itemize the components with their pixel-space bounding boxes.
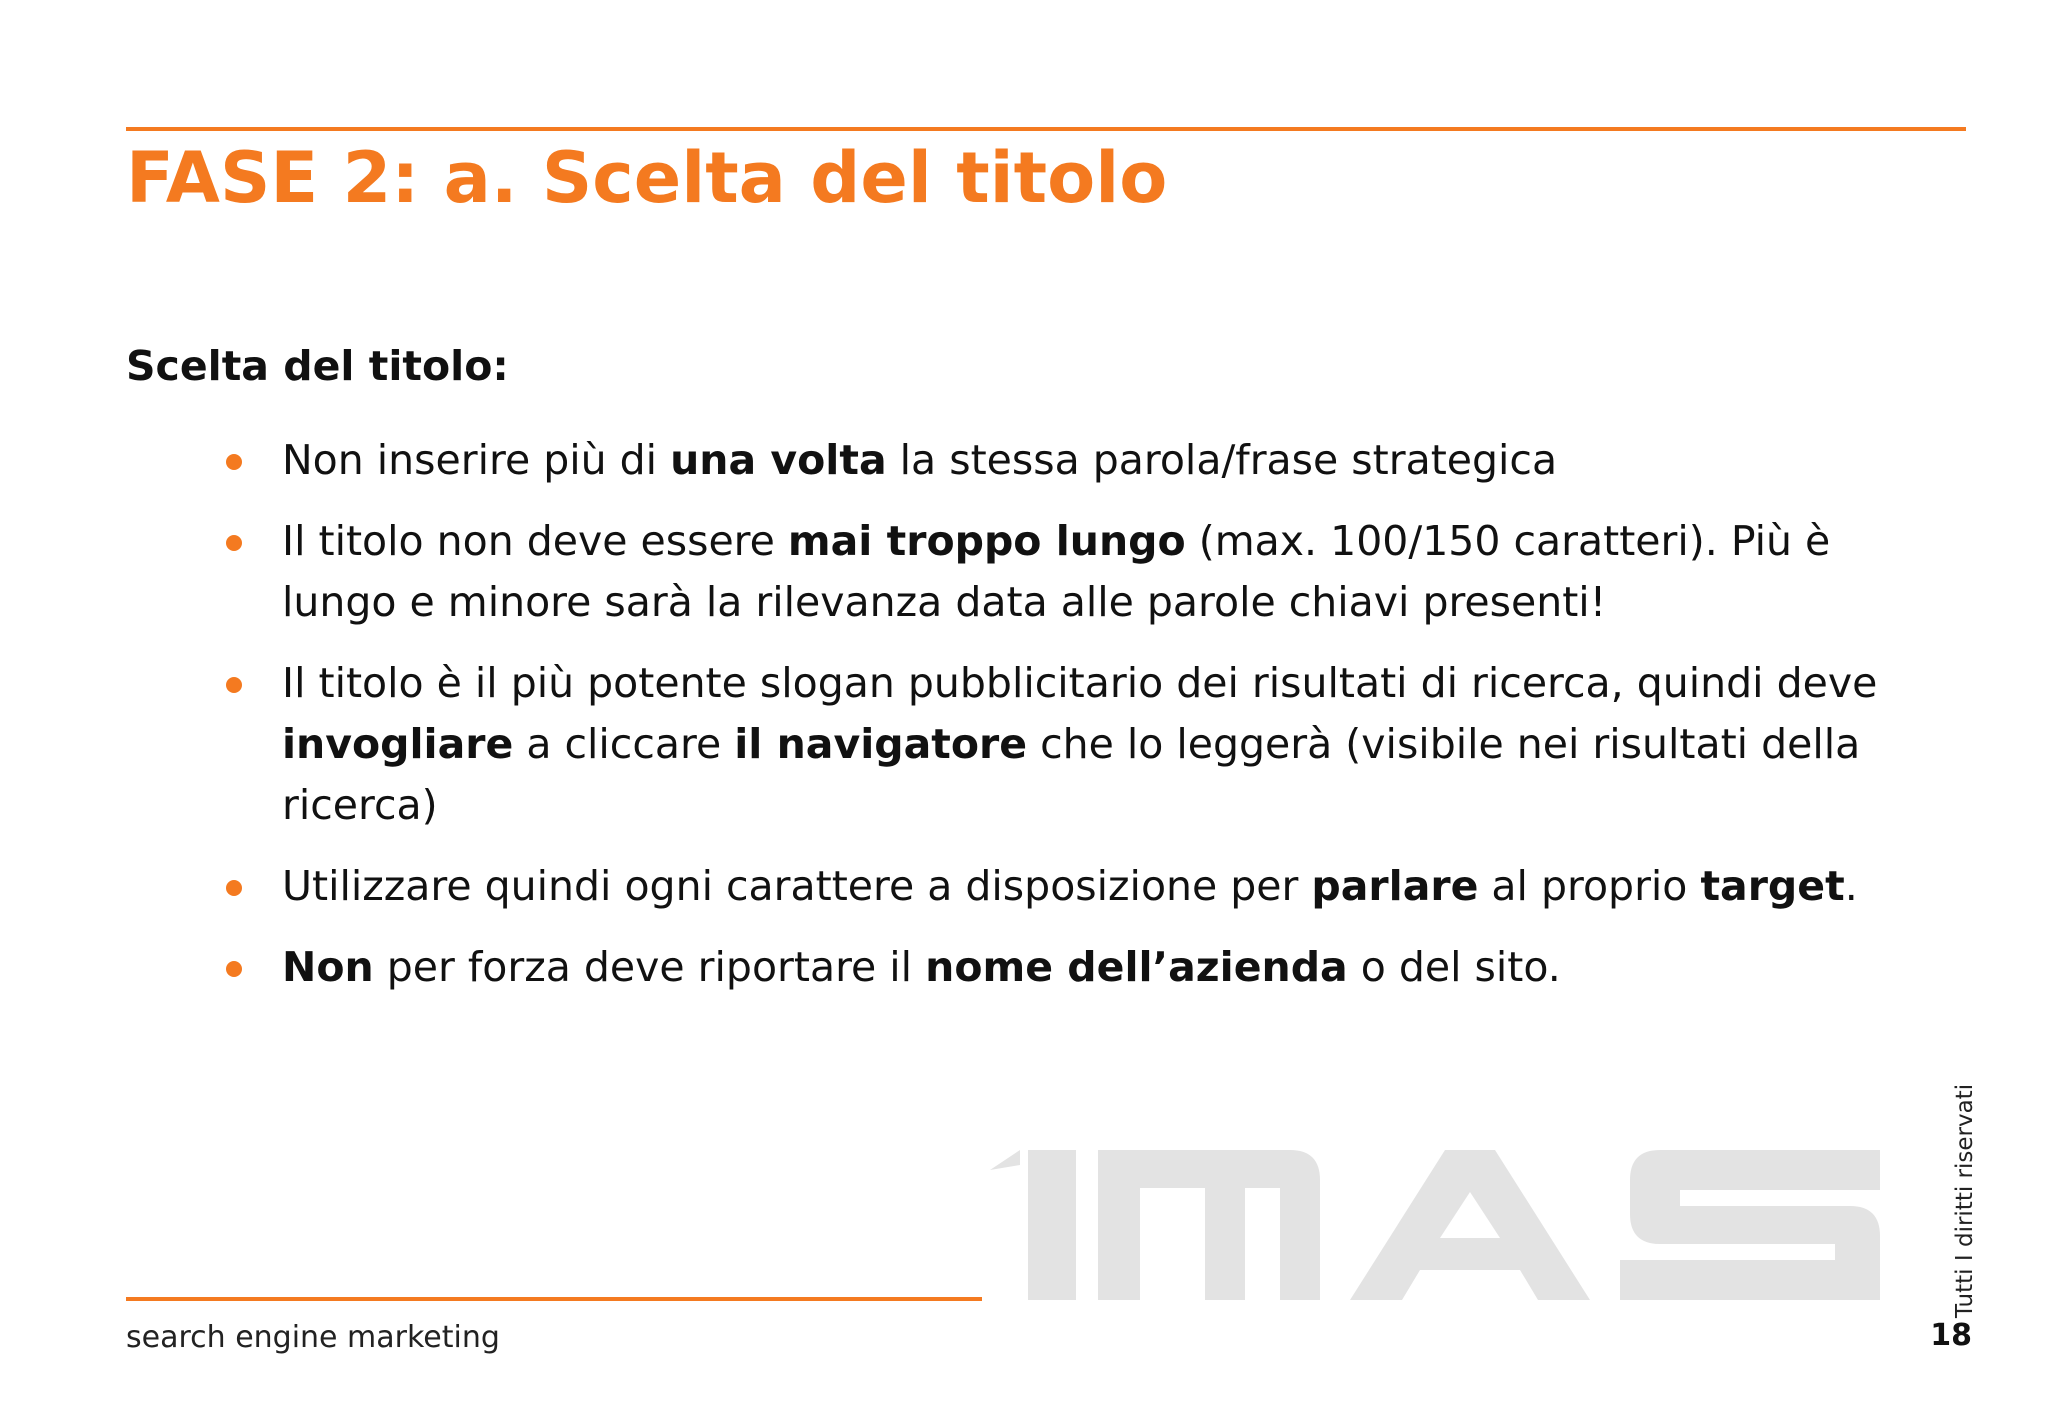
bullet-item: [220, 856, 1880, 917]
bullet-text: a cliccare: [513, 720, 735, 768]
bullet-text: (max. 100/150 caratteri). Più è lungo e minore sarà la rilevanza data alle parole chiavi presenti!: [282, 517, 1831, 626]
bullet-text-bold: il navigatore: [734, 720, 1028, 768]
bullet-text: Non inserire più di: [282, 436, 671, 484]
bullet-dot-icon: [226, 961, 242, 977]
bullet-text: .: [1844, 862, 1858, 910]
bullet-text: o del sito.: [1347, 943, 1561, 991]
title-rule: [126, 127, 1966, 131]
bullet-dot-icon: [226, 880, 242, 896]
bullet-list: [220, 430, 1880, 1018]
bullet-dot-icon: [226, 454, 242, 470]
bullet-item: [220, 511, 1880, 633]
bullet-text-bold: mai troppo lungo: [787, 517, 1186, 565]
page-number: 18: [1930, 1318, 1972, 1353]
bullet-item: [220, 430, 1880, 491]
bullet-text: la stessa parola/frase strategica: [886, 436, 1558, 484]
bullet-text-bold: Non: [282, 943, 374, 991]
imas-logo-watermark: [990, 1140, 1890, 1310]
slide-title: FASE 2: a. Scelta del titolo: [126, 137, 1168, 219]
bullet-text: per forza deve riportare il: [373, 943, 926, 991]
footer-label: search engine marketing: [126, 1320, 500, 1355]
bullet-text-bold: nome dell’azienda: [925, 943, 1348, 991]
bullet-item: [220, 653, 1880, 836]
bullet-text-bold: target: [1700, 862, 1845, 910]
section-heading: Scelta del titolo:: [126, 342, 509, 390]
bullet-text-bold: invogliare: [282, 720, 514, 768]
bullet-text-bold: una volta: [670, 436, 887, 484]
bullet-dot-icon: [226, 535, 242, 551]
bullet-item: [220, 937, 1880, 998]
bullet-dot-icon: [226, 677, 242, 693]
footer-rule: [126, 1297, 982, 1301]
bullet-text: Utilizzare quindi ogni carattere a disposizione per: [282, 862, 1312, 910]
bullet-text: Il titolo è il più potente slogan pubblicitario dei risultati di ricerca, quindi deve: [282, 659, 1878, 707]
bullet-text-bold: parlare: [1311, 862, 1479, 910]
bullet-text: che lo leggerà (visibile nei risultati della ricerca): [282, 720, 1861, 829]
bullet-text: al proprio: [1478, 862, 1701, 910]
bullet-text: Il titolo non deve essere: [282, 517, 788, 565]
rights-notice: Tutti I diritti riservati: [1952, 1083, 1978, 1318]
